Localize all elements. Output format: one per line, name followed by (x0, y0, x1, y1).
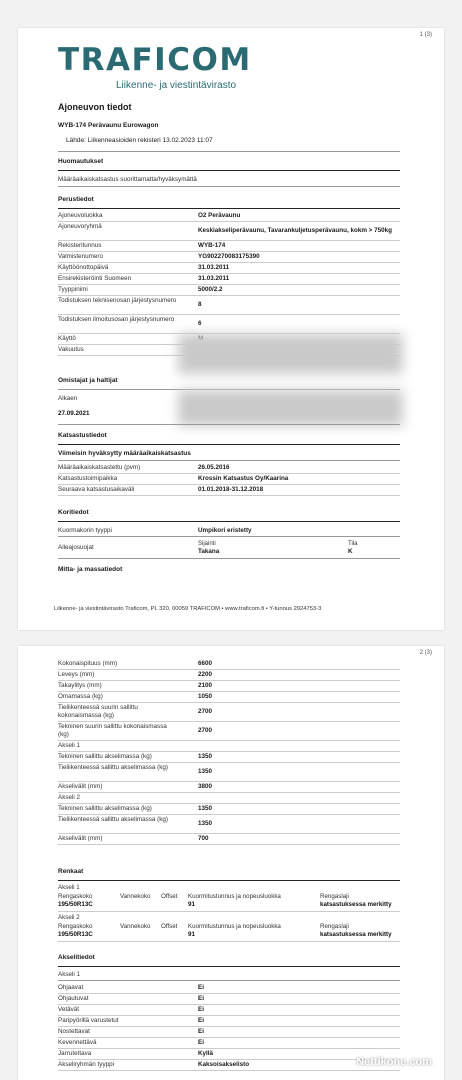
row-label: Akseli 1 (58, 742, 81, 749)
divider (58, 521, 400, 522)
rengaslaji-value: katsastuksessa merkitty (320, 901, 392, 908)
document-page-2 (18, 646, 444, 1080)
row-value: Krossin Katsastus Oy/Kaarina (198, 475, 289, 482)
divider (58, 460, 400, 461)
row-value: 26.05.2016 (198, 464, 230, 471)
row-value: 6 (198, 320, 202, 327)
row-divider (58, 803, 400, 804)
row-divider (58, 284, 400, 285)
footer: Liikenne- ja viestintävirasto Traficom, PL 320, 00059 TRAFICOM • www.traficom.fi • Y-tunnus 2924753-3 (54, 606, 322, 612)
row-label: Katsastustoimipaikka (58, 475, 118, 482)
row-divider (58, 702, 400, 703)
row-label: Ohjaavat (58, 984, 84, 991)
row-divider (58, 911, 400, 912)
row-divider (58, 495, 400, 496)
row-label: Akselivälit (mm) (58, 835, 103, 842)
row-label: Akseli 2 (58, 794, 81, 801)
row-value: Kyllä (198, 1050, 214, 1057)
tila-label: Tila (348, 541, 358, 547)
row-value: Ei (198, 1017, 204, 1024)
row-label: Tekninen suurin sallittu kokonaismassa (kg) (58, 723, 167, 738)
row-label: Määräaikaiskatsastettu (pvm) (58, 464, 141, 471)
row-value: YG902270083175390 (198, 253, 260, 260)
divider (58, 151, 400, 152)
row-divider (58, 1004, 400, 1005)
section-omistajat: Omistajat ja haltijat (58, 377, 118, 384)
row-value: Ei (198, 1028, 204, 1035)
rengaslaji-label: Rengaslaji (320, 923, 349, 930)
row-label: Valmistenumero (58, 253, 104, 260)
row-value: 01.01.2018-31.12.2018 (198, 486, 264, 493)
row-label: Tekninen sallittu akselimassa (kg) (58, 753, 152, 760)
row-label: Paripyörillä varustetut (58, 1017, 119, 1024)
row-divider (58, 273, 400, 274)
row-label: Käyttö (58, 335, 76, 342)
divider (58, 186, 400, 187)
row-value: Ei (198, 1006, 204, 1013)
row-divider (58, 691, 400, 692)
row-label: Kevennettävä (58, 1039, 97, 1046)
row-divider (58, 669, 400, 670)
akseli-label: Akseli 1 (58, 971, 81, 978)
axle-label: Akseli 2 (58, 914, 80, 921)
rengaskoko-value: 195/50R13C (58, 901, 93, 908)
vannekoko-label: Vannekoko (120, 893, 151, 900)
row-label: Rekisteritunnus (58, 242, 102, 249)
row-divider (58, 993, 400, 994)
row-value: Keskiakseliperävaunu, Tavarankuljetusperävaunu, kokm > 750kg (198, 227, 392, 234)
row-value: 1350 (198, 768, 213, 775)
row-label: Leveys (mm) (58, 671, 95, 678)
row-label: Jarrutettava (58, 1050, 92, 1057)
offset-label: Offset (161, 893, 178, 900)
row-label: Seuraava katsastusaikaväli (58, 486, 135, 493)
row-value: Ei (198, 995, 204, 1002)
divider (58, 966, 400, 967)
row-label: Takaylitys (mm) (58, 682, 102, 689)
row-label: Vakuutus (58, 346, 84, 353)
row-divider (58, 781, 400, 782)
row-value: O2 Perävaunu (198, 212, 241, 219)
omistajat-date: 27.09.2021 (58, 410, 90, 417)
row-label: Tyyppinimi (58, 286, 88, 293)
row-divider (58, 473, 400, 474)
row-label: Käyttöönottopäivä (58, 264, 109, 271)
source-line: Lähde: Liikenneasioiden rekisteri 13.02.2023 11:07 (66, 137, 213, 144)
row-divider (58, 844, 400, 845)
row-label: Tekninen sallittu akselimassa (kg) (58, 805, 152, 812)
row-value: 2100 (198, 682, 213, 689)
section-koritiedot: Koritiedot (58, 509, 89, 516)
watermark: Nettikone.com (356, 1056, 432, 1068)
row-value: 6600 (198, 660, 213, 667)
row-divider (58, 240, 400, 241)
divider (58, 880, 400, 881)
rengaskoko-label: Rengaskoko (58, 893, 93, 900)
row-value: 2200 (198, 671, 213, 678)
row-value: 5000/2.2 (198, 286, 223, 293)
row-divider (58, 941, 400, 942)
redacted-area (178, 334, 403, 374)
row-value: 1350 (198, 805, 213, 812)
row-divider (58, 814, 400, 815)
row-label: Tieliikenteessä sallittu akselimassa (kg) (58, 816, 169, 823)
row-divider (58, 1015, 400, 1016)
row-value: Kaksoisakselisto (198, 1061, 250, 1068)
divider (58, 424, 400, 425)
section-mitta-massa: Mitta- ja massatiedot (58, 566, 123, 573)
row-divider (58, 1037, 400, 1038)
row-label: Tieliikenteessä suurin sallittu kokonaismassa (kg) (58, 704, 138, 719)
rengaskoko-value: 195/50R13C (58, 931, 93, 938)
sijainti-label: Sijainti (198, 541, 216, 547)
row-label: Todistuksen teknisenosan järjestysnumero (58, 297, 177, 304)
row-divider (58, 792, 400, 793)
row-divider (58, 751, 400, 752)
row-value: 31.03.2011 (198, 275, 230, 282)
divider (58, 208, 400, 209)
row-divider (58, 484, 400, 485)
row-label: Ohjautuvat (58, 995, 89, 1002)
divider (58, 170, 400, 171)
row-divider (58, 1048, 400, 1049)
redacted-owner (178, 390, 403, 426)
alleajosuojat-label: Alleajosuojat (58, 544, 94, 551)
offset-label: Offset (161, 923, 178, 930)
row-divider (58, 1059, 400, 1060)
sijainti-value: Takana (198, 548, 220, 555)
row-label: Ajoneuvoluokka (58, 212, 103, 219)
row-label: Todistuksen ilmoitusosan järjestysnumero (58, 316, 175, 323)
kuormitus-value: 91 (188, 931, 195, 938)
row-divider (58, 262, 400, 263)
row-value: WYB-174 (198, 242, 226, 249)
row-value: 31.03.2011 (198, 264, 230, 271)
vehicle-line: WYB-174 Perävaunu Eurowagon (58, 122, 159, 129)
row-divider (58, 833, 400, 834)
kuormitus-value: 91 (188, 901, 195, 908)
kuormakori-label: Kuormakorin tyyppi (58, 527, 112, 534)
row-divider (58, 680, 400, 681)
kuormitus-label: Kuormitustunnus ja nopeusluokka (188, 893, 281, 900)
vannekoko-label: Vannekoko (120, 923, 151, 930)
row-value: 8 (198, 301, 202, 308)
document-page-1 (18, 28, 444, 630)
row-value: 2700 (198, 708, 213, 715)
page-number: 2 (3) (419, 650, 432, 656)
row-label: Tieliikenteessä sallittu akselimassa (kg) (58, 764, 169, 771)
row-value: 1050 (198, 693, 213, 700)
rengaskoko-label: Rengaskoko (58, 923, 93, 930)
row-label: Kokonaispituus (mm) (58, 660, 118, 667)
row-label: Nostettavat (58, 1028, 90, 1035)
rengaslaji-value: katsastuksessa merkitty (320, 931, 392, 938)
row-divider (58, 251, 400, 252)
divider (58, 980, 400, 981)
katsastus-subheading: Viimeisin hyväksytty määräaikaiskatsastus (58, 450, 191, 457)
row-label: Ajoneuvoryhmä (58, 223, 102, 230)
row-label: Akselivälit (mm) (58, 783, 103, 790)
row-divider (58, 721, 400, 722)
page-number: 1 (3) (419, 32, 432, 38)
row-divider (58, 740, 400, 741)
axle-label: Akseli 1 (58, 884, 80, 891)
section-perustiedot: Perustiedot (58, 196, 94, 203)
row-value: 1350 (198, 820, 213, 827)
divider (58, 444, 400, 445)
traficom-logo: TRAFICOM (58, 42, 252, 78)
tila-value: K (348, 548, 353, 555)
divider (58, 558, 400, 559)
row-value: 3800 (198, 783, 213, 790)
row-label: Akseliryhmän tyyppi (58, 1061, 114, 1068)
row-value: 2700 (198, 727, 213, 734)
section-akselitiedot: Akselitiedot (58, 954, 95, 961)
logo-tagline: Liikenne- ja viestintävirasto (116, 80, 237, 91)
kuormitus-label: Kuormitustunnus ja nopeusluokka (188, 923, 281, 930)
rengaslaji-label: Rengaslaji (320, 893, 349, 900)
row-value: 1350 (198, 753, 213, 760)
row-value: 700 (198, 835, 209, 842)
document-title: Ajoneuvon tiedot (58, 102, 132, 112)
row-label: Vetävät (58, 1006, 80, 1013)
section-renkaat: Renkaat (58, 868, 84, 875)
row-value: Ei (198, 1039, 204, 1046)
row-value: Ei (198, 984, 204, 991)
row-divider (58, 314, 400, 315)
huomautus-text: Määräaikaiskatsastus suorittamatta/hyväksymättä (58, 176, 197, 183)
row-divider (58, 1026, 400, 1027)
omistajat-alkaen-label: Alkaen (58, 395, 78, 402)
row-divider (58, 762, 400, 763)
row-divider (58, 295, 400, 296)
divider (58, 536, 400, 537)
section-huomautukset: Huomautukset (58, 158, 104, 165)
row-label: Ensirekisteröinti Suomeen (58, 275, 132, 282)
row-divider (58, 1070, 400, 1071)
row-divider (58, 221, 400, 222)
row-label: Omamassa (kg) (58, 693, 103, 700)
kuormakori-value: Umpikori eristetty (198, 527, 252, 534)
section-katsastustiedot: Katsastustiedot (58, 432, 107, 439)
